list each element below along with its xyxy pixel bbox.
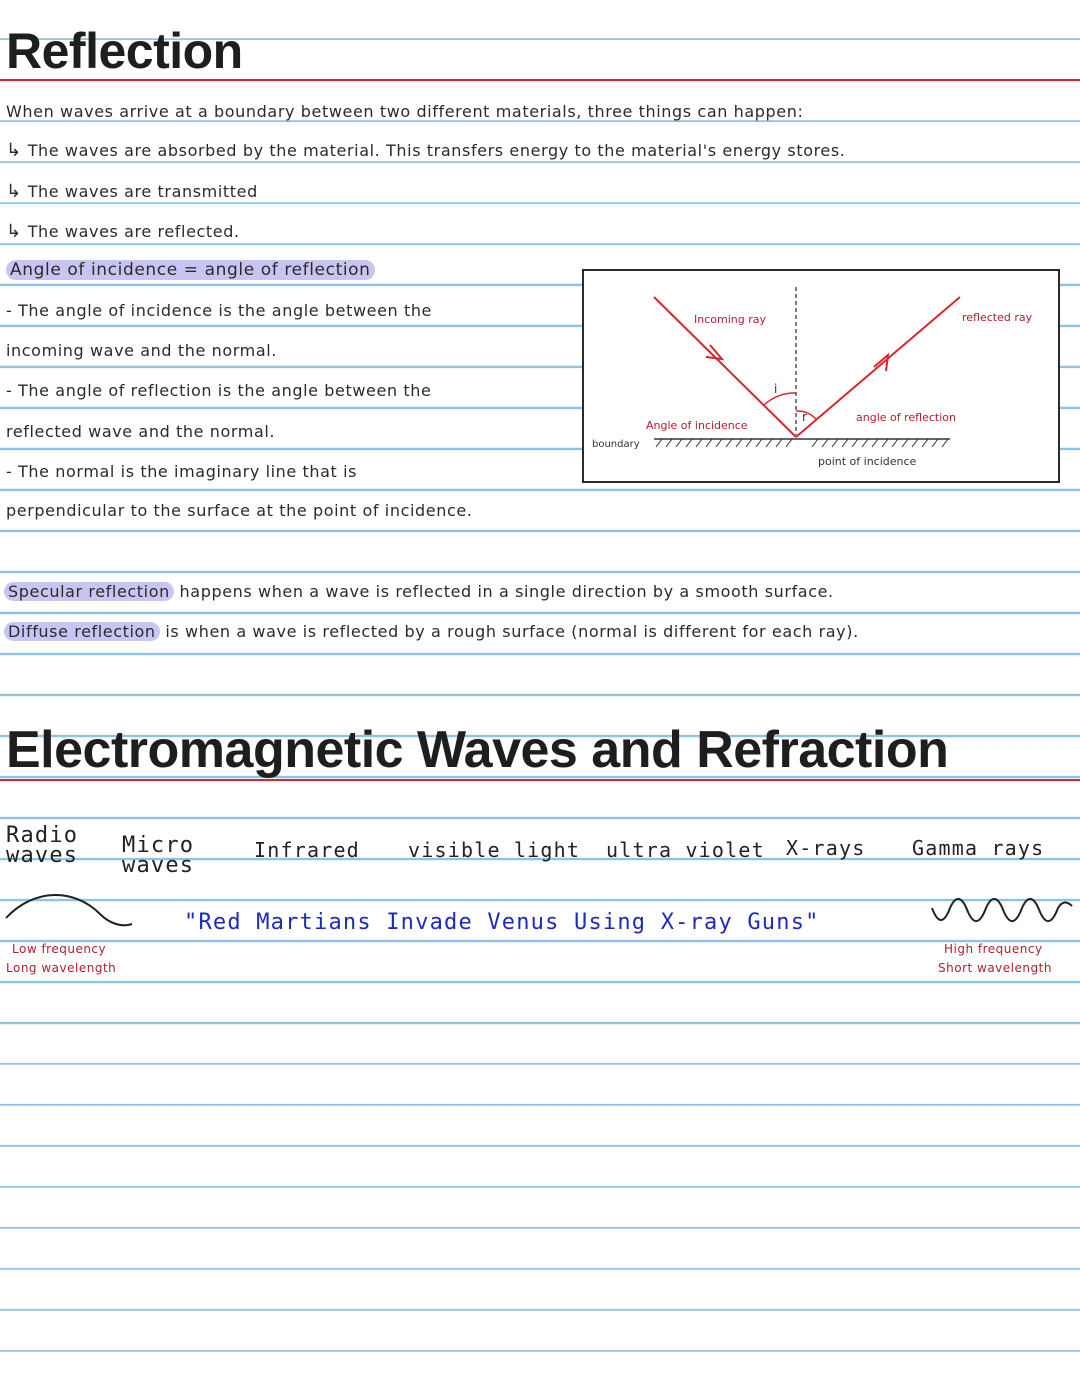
spectrum-gamma-rays: Gamma rays [912,836,1045,860]
r-symbol: r [802,410,807,424]
spectrum-mnemonic: "Red Martians Invade Venus Using X-ray Guns" [184,910,820,935]
reflection-diagram [582,269,1060,483]
definition-line: - The angle of incidence is the angle between the [6,301,433,320]
incidence-arc [764,393,796,405]
long-wave-icon [4,894,134,934]
specular-line [4,582,834,601]
high-frequency-label: High frequency [944,942,1043,956]
hook-arrow-icon: ↳ [6,181,22,202]
long-wavelength-label: Long wavelength [6,961,117,975]
definition-line: incoming wave and the normal. [6,341,277,360]
list-item [6,221,240,242]
definition-line: reflected wave and the normal. [6,422,276,441]
intro-text: When waves arrive at a boundary between two different materials, three things can happen: [6,102,804,121]
point-of-incidence-label: point of incidence [818,455,917,468]
low-frequency-label: Low frequency [12,942,107,956]
list-item-text: The waves are reflected. [27,222,240,241]
spectrum-ultra-violet: ultra violet [606,838,765,862]
law-highlight: Angle of incidence = angle of reflection [6,260,375,280]
hook-arrow-icon: ↳ [6,221,22,242]
diffuse-line [4,622,859,641]
boundary-hatching [656,439,948,447]
i-symbol: i [774,382,778,396]
incoming-ray-label: Incoming ray [694,313,766,326]
reflected-ray-label: reflected ray [962,311,1033,324]
diffuse-text: is when a wave is reflected by a rough surface (normal is different for each ray). [165,622,859,641]
diffuse-term: Diffuse reflection [4,622,160,641]
reflection-title: Reflection [6,23,243,79]
angle-incidence-label: Angle of incidence [646,419,748,432]
em-title: Electromagnetic Waves and Refraction [6,721,949,779]
short-wave-icon [930,898,1075,934]
title-underline [0,79,1080,81]
spectrum-micro-waves: Micro waves [122,833,195,878]
definition-line: - The normal is the imaginary line that is [6,462,358,481]
spectrum-visible-light: visible light [408,838,581,862]
list-item [6,140,845,161]
law-of-reflection [6,260,375,280]
spectrum-infrared: Infrared [254,838,360,862]
hook-arrow-icon: ↳ [6,140,22,161]
spectrum-radio-waves: Radio waves [6,823,79,868]
spectrum-x-rays: X-rays [786,836,866,860]
list-item-text: The waves are absorbed by the material. This transfers energy to the material's energy stores. [27,141,846,160]
definition-line: perpendicular to the surface at the point of incidence. [6,501,473,520]
definition-line: - The angle of reflection is the angle between the [6,381,432,400]
reflection-diagram-svg [584,271,1058,481]
short-wavelength-label: Short wavelength [938,961,1052,975]
specular-term: Specular reflection [4,582,174,601]
specular-text: happens when a wave is reflected in a single direction by a smooth surface. [179,582,834,601]
list-item [6,181,258,202]
em-title-underline [0,779,1080,781]
angle-reflection-label: angle of reflection [856,411,956,424]
list-item-text: The waves are transmitted [27,182,258,201]
boundary-label: boundary [592,439,640,450]
